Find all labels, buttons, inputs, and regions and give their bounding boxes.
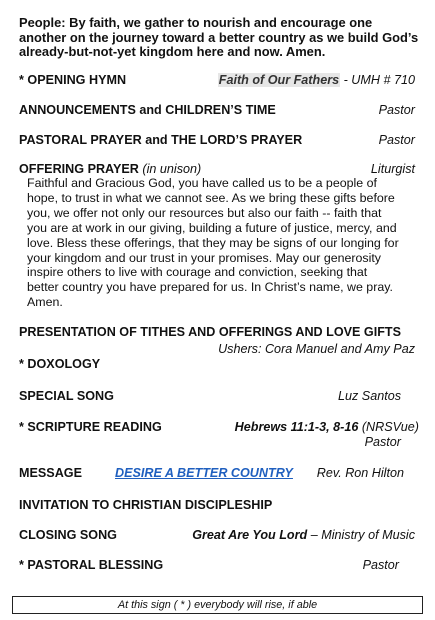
opening-hymn-title: Faith of Our Fathers — [218, 73, 340, 87]
scripture-leader: Pastor — [364, 435, 401, 449]
blessing-leader: Pastor — [362, 558, 399, 572]
scripture-info — [235, 420, 419, 434]
pastoral-prayer-label: PASTORAL PRAYER and THE LORD’S PRAYER — [19, 133, 303, 147]
special-song-label: SPECIAL SONG — [19, 389, 114, 403]
rise-note: At this sign ( * ) everybody will rise, if able — [117, 599, 318, 611]
invitation-row — [19, 498, 415, 512]
message-row — [19, 466, 415, 480]
prayer-line: inspire others to live with courage and conviction, seeking that — [27, 265, 368, 280]
doxology-label: * DOXOLOGY — [19, 357, 101, 371]
invitation-label: INVITATION TO CHRISTIAN DISCIPLESHIP — [19, 498, 273, 512]
opening-hymn-row — [19, 73, 415, 87]
closing-song-row — [19, 528, 415, 542]
closing-song-info — [192, 528, 415, 542]
blessing-label: * PASTORAL BLESSING — [19, 558, 164, 572]
closing-song-label: CLOSING SONG — [19, 528, 117, 542]
prayer-line: Faithful and Gracious God, you have called us to be a people of — [27, 176, 377, 190]
opening-hymn-info — [218, 73, 415, 87]
rise-note-box — [12, 596, 423, 614]
scripture-label: * SCRIPTURE READING — [19, 420, 162, 434]
announcements-label: ANNOUNCEMENTS and CHILDREN’S TIME — [19, 103, 276, 117]
prayer-line: you are at work in our giving, building a future of justice, mercy, and — [27, 220, 397, 235]
offering-prayer-text — [27, 176, 422, 310]
opening-hymn-ref: - UMH # 710 — [340, 73, 415, 87]
ushers-row — [19, 342, 415, 356]
closing-song-title: Great Are You Lord — [192, 528, 308, 542]
presentation-label: PRESENTATION OF TITHES AND OFFERINGS AND LOVE GIFTS — [19, 325, 402, 339]
people-response: People: By faith, we gather to nourish and encourage one another on the journey toward a better country as we build God’s already-but-not-yet kingdom here and now. Amen. — [19, 15, 419, 60]
opening-hymn-label: * OPENING HYMN — [19, 73, 127, 87]
offering-prayer-label: OFFERING PRAYER — [19, 162, 139, 176]
presentation-row — [19, 325, 415, 339]
offering-prayer-leader: Liturgist — [370, 162, 415, 176]
scripture-leader-row — [19, 435, 401, 449]
announcements-leader: Pastor — [378, 103, 415, 117]
scripture-row — [19, 420, 419, 434]
special-song-leader: Luz Santos — [337, 389, 401, 403]
blessing-row — [19, 558, 415, 572]
scripture-version: (NRSVue) — [358, 420, 419, 434]
closing-song-artist: – Ministry of Music — [307, 528, 415, 542]
prayer-line: you, we offer not only our resources but also our faith -- faith that — [27, 205, 382, 220]
scripture-ref: Hebrews 11:1-3, 8-16 — [234, 420, 359, 434]
message-label: MESSAGE — [19, 466, 82, 480]
message-title-link[interactable]: DESIRE A BETTER COUNTRY — [115, 466, 293, 480]
prayer-line: your kingdom and our trust in your promises. May our generosity — [27, 250, 381, 265]
prayer-line: hope, to trust in what we cannot see. As we bring these gifts before — [27, 190, 395, 205]
message-leader: Rev. Ron Hilton — [316, 466, 404, 480]
doxology-row — [19, 357, 415, 371]
offering-prayer-note: (in unison) — [138, 162, 202, 176]
prayer-line: Amen. — [27, 295, 63, 310]
offering-prayer-row — [19, 162, 415, 176]
pastoral-prayer-row — [19, 133, 415, 147]
special-song-row — [19, 389, 415, 403]
prayer-line: better country you have prepared for us. In Christ’s name, we pray. — [27, 280, 393, 295]
ushers: Ushers: Cora Manuel and Amy Paz — [218, 342, 415, 356]
pastoral-prayer-leader: Pastor — [378, 133, 415, 147]
prayer-line: love. Bless these offerings, that they may be signs of our longing for — [27, 235, 399, 250]
announcements-row — [19, 103, 415, 117]
